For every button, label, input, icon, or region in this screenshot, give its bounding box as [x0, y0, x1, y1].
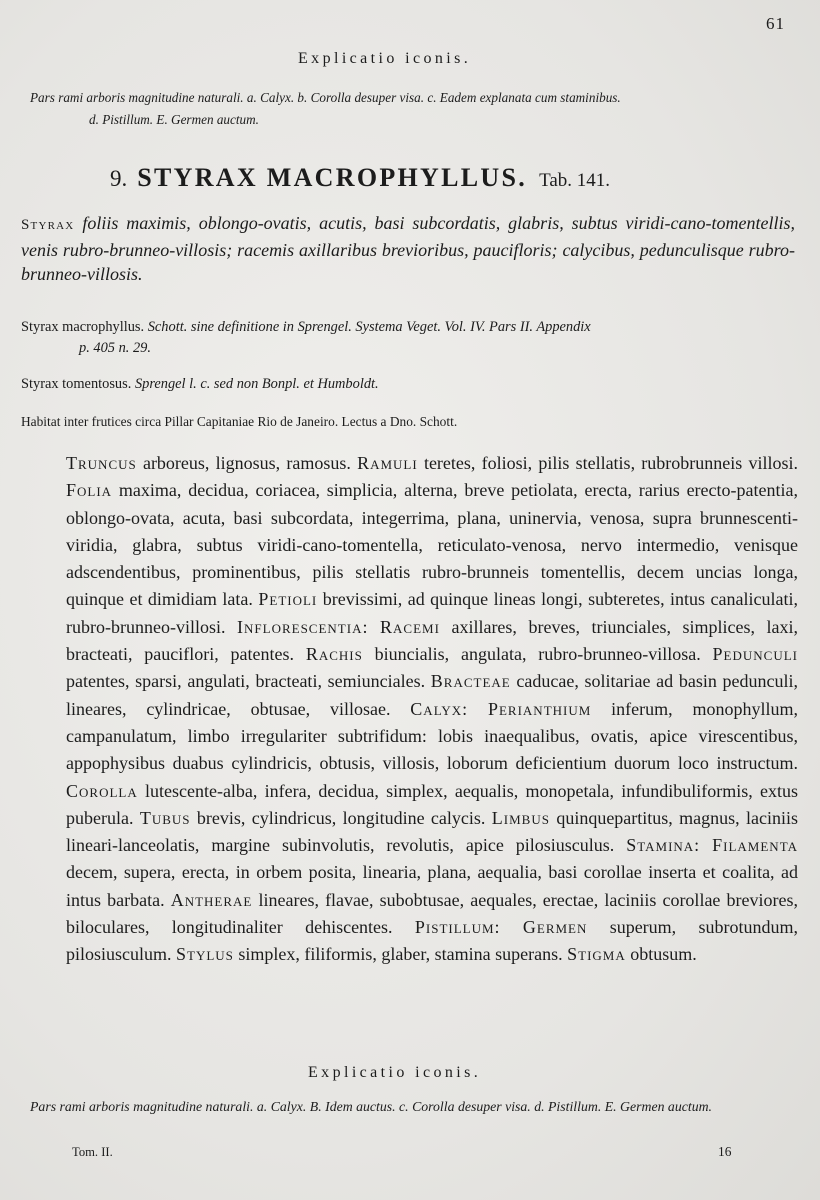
volume-label: Tom. II. [72, 1145, 113, 1159]
description-text: obtusum. [625, 944, 697, 965]
synonym-2 [21, 376, 379, 393]
description-text [468, 699, 488, 719]
description-term: Tubus [139, 807, 191, 828]
description-term: Filamenta [712, 835, 798, 856]
description-term: Perianthium [487, 698, 592, 719]
description-text: inferum, monophyllum, campanulatum, limbo irregulariter subtrifidum: lobis inaequalibus, ovatis, apice virescentibus, appophysibus duabus cylindricis, obtusis, villosis, loborum deficientium duorum loco instructum. [66, 698, 798, 774]
caption-heading-bottom: Explicatio iconis. [308, 1064, 482, 1081]
caption-top-line2: d. Pistillum. E. Germen auctum. [89, 112, 259, 127]
diagnosis-genus: Styrax [21, 217, 75, 233]
species-name: STYRAX MACROPHYLLUS. [137, 163, 528, 192]
description-text: teretes, foliosi, pilis stellatis, rubrobrunneis villosi. [417, 453, 798, 473]
caption-top-line1: Pars rami arboris magnitudine naturali. a. Calyx. b. Corolla desuper visa. c. Eadem explanata cum staminibus. [30, 90, 621, 105]
synonym-2-reference: Sprengel l. c. sed non Bonpl. et Humboldt. [134, 376, 379, 392]
description-term: Calyx: [410, 698, 469, 719]
diagnosis [21, 211, 795, 287]
description-text: biuncialis, angulata, rubro-brunneo-villosa. [362, 644, 713, 665]
description-text: quinquepartitus, magnus, laciniis lineari-lanceolatis, margine subinvolutis, revolutis, apice pilosiusculus. [66, 807, 798, 856]
description-text: maxima, decidua, coriacea, simplicia, alterna, breve petiolata, erecta, rarius erecto-patentia, oblongo-ovata, acuta, basi subcordata, integerrima, plana, uninervia, venosa, supra brunnescenti-viridia, glabra, subtus viridi-cano-tomentella, reticulato-venosa, nervo intermedio, venisque adscendentibus, prominentibus, pilis stellatis rubro-brunneis tomentellis, decem uncias longa, quinque et dimidiam lata. [66, 480, 798, 610]
description-term: Truncus [66, 453, 137, 473]
species-title [110, 163, 610, 193]
description-term: Stamina: [626, 835, 701, 856]
page-number: 61 [766, 14, 785, 33]
description-text: patentes, sparsi, angulati, bracteati, semiunciales. [66, 671, 431, 692]
description-term: Germen [522, 917, 588, 938]
description-text: brevissimi, ad quinque lineas longi, subteretes, intus canaliculati, rubro-brunneo-villosi. [66, 589, 798, 637]
description-text: decem, supera, erecta, in orbem posita, linearia, plana, aequalia, basi corollae inserta et coalita, ad intus barbata. [66, 862, 798, 910]
description-text: axillares, breves, triunciales, simplices, laxi, bracteati, pauciflori, patentes. [66, 616, 799, 665]
synonym-2-name: Styrax tomentosus. [21, 376, 132, 392]
description-term: Rachis [305, 644, 363, 665]
caption-heading-top: Explicatio iconis. [298, 50, 472, 67]
description-text: brevis, cylindricus, longitudine calycis. [190, 807, 492, 828]
description-term: Bracteae [430, 671, 511, 692]
synonym-1-name: Styrax macrophyllus. [21, 319, 145, 335]
species-number: 9. [110, 166, 128, 191]
signature-mark: 16 [718, 1144, 732, 1159]
caption-bottom-text: Pars rami arboris magnitudine naturali. a. Calyx. B. Idem auctus. c. Corolla desuper visa. d. Pistillum. E. Germen auctum. [30, 1099, 713, 1114]
description-text: simplex, filiformis, glaber, stamina superans. [233, 944, 568, 965]
diagnosis-text: foliis maximis, oblongo-ovatis, acutis, basi subcordatis, glabris, subtus viridi-cano-tomentellis, venis rubro-brunneo-villosis; racemis axillaribus brevioribus, paucifloris; calycibus, pedunculisque rubro-brunneo-villosis. [21, 213, 795, 284]
description-paragraph [66, 450, 798, 969]
description-text: arboreus, lignosus, ramosus. [136, 453, 358, 473]
description-text [368, 617, 380, 637]
description-term: Stigma [567, 944, 626, 965]
plate-reference: Tab. 141. [539, 170, 611, 191]
description-text: caducae, solitariae ad basin pedunculi, lineares, cylindricae, obtusae, villosae. [66, 671, 798, 719]
description-term: Pistillum: [414, 917, 501, 938]
synonym-1-reference: Schott. sine definitione in Sprengel. Systema Veget. Vol. IV. Pars II. Appendix [147, 319, 591, 335]
description-text: lutescente-alba, infera, decidua, simplex, aequalis, monopetala, infundibuliformis, extus puberula. [66, 780, 798, 828]
description-text [700, 835, 712, 855]
description-term: Inflorescentia: [237, 616, 369, 637]
description-term: Folia [66, 480, 113, 501]
description-term: Racemi [380, 616, 440, 637]
synonym-1 [21, 317, 797, 359]
description-term: Limbus [491, 807, 550, 828]
synonym-1-reference-line2: p. 405 n. 29. [79, 340, 151, 356]
description-term: Antherae [170, 889, 253, 910]
description-text: lineares, flavae, subobtusae, aequales, erectae, laciniis corollae breviores, biloculares, longitudinaliter dehiscentes. [66, 889, 798, 938]
description-term: Corolla [66, 780, 138, 801]
description-term: Pedunculi [712, 644, 798, 665]
habitat: Habitat inter frutices circa Pillar Capitaniae Rio de Janeiro. Lectus a Dno. Schott. [21, 414, 458, 429]
description-text: superum, subrotundum, pilosiusculum. [66, 917, 799, 965]
description-term: Petioli [258, 589, 318, 610]
description-text [501, 917, 523, 937]
description-term: Ramuli [357, 453, 418, 473]
description-term: Stylus [176, 944, 234, 965]
